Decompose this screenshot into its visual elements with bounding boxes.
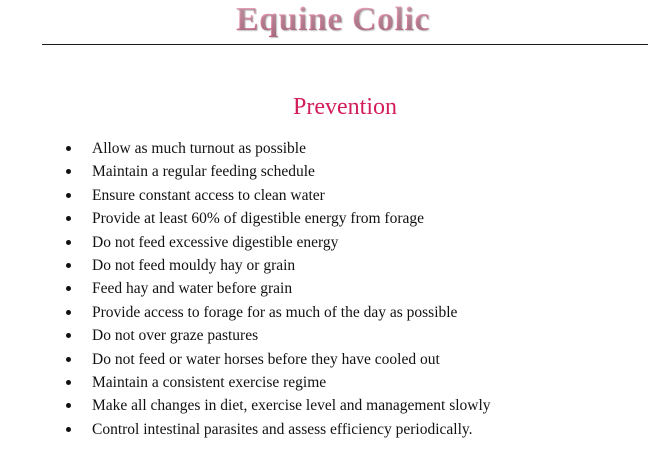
list-item-text: Maintain a consistent exercise regime — [92, 373, 327, 391]
list-item-text: Make all changes in diet, exercise level and management slowly — [92, 397, 491, 415]
list-item-text: Maintain a regular feeding schedule — [92, 163, 315, 181]
bullet-icon — [66, 240, 71, 245]
list-item-text: Feed hay and water before grain — [92, 280, 293, 298]
bullet-icon — [66, 216, 71, 221]
list-item-text: Provide access to forage for as much of the day as possible — [92, 303, 458, 321]
title-divider — [42, 44, 648, 45]
section-heading: Prevention — [293, 94, 397, 120]
document-title: Equine Colic — [0, 0, 666, 40]
bullet-icon — [66, 427, 71, 432]
list-item-text: Control intestinal parasites and assess efficiency periodically. — [92, 420, 473, 438]
bullet-icon — [66, 380, 71, 385]
bullet-icon — [66, 146, 71, 151]
bullet-icon — [66, 310, 71, 315]
list-item-text: Do not feed or water horses before they have cooled out — [92, 350, 440, 368]
bullet-icon — [66, 357, 71, 362]
bullet-icon — [66, 333, 71, 338]
list-item-text: Allow as much turnout as possible — [92, 140, 306, 157]
list-item-text: Do not feed mouldy hay or grain — [92, 256, 296, 274]
list-item-text: Ensure constant access to clean water — [92, 186, 325, 204]
bullet-icon — [66, 263, 71, 268]
bullet-icon — [66, 403, 71, 408]
bullet-icon — [66, 169, 71, 174]
bullet-icon — [66, 286, 71, 291]
list-item-text: Provide at least 60% of digestible energy from forage — [92, 210, 425, 228]
bullet-icon — [66, 193, 71, 198]
list-item-text: Do not feed excessive digestible energy — [92, 233, 339, 251]
list-item-text: Do not over graze pastures — [92, 327, 259, 345]
